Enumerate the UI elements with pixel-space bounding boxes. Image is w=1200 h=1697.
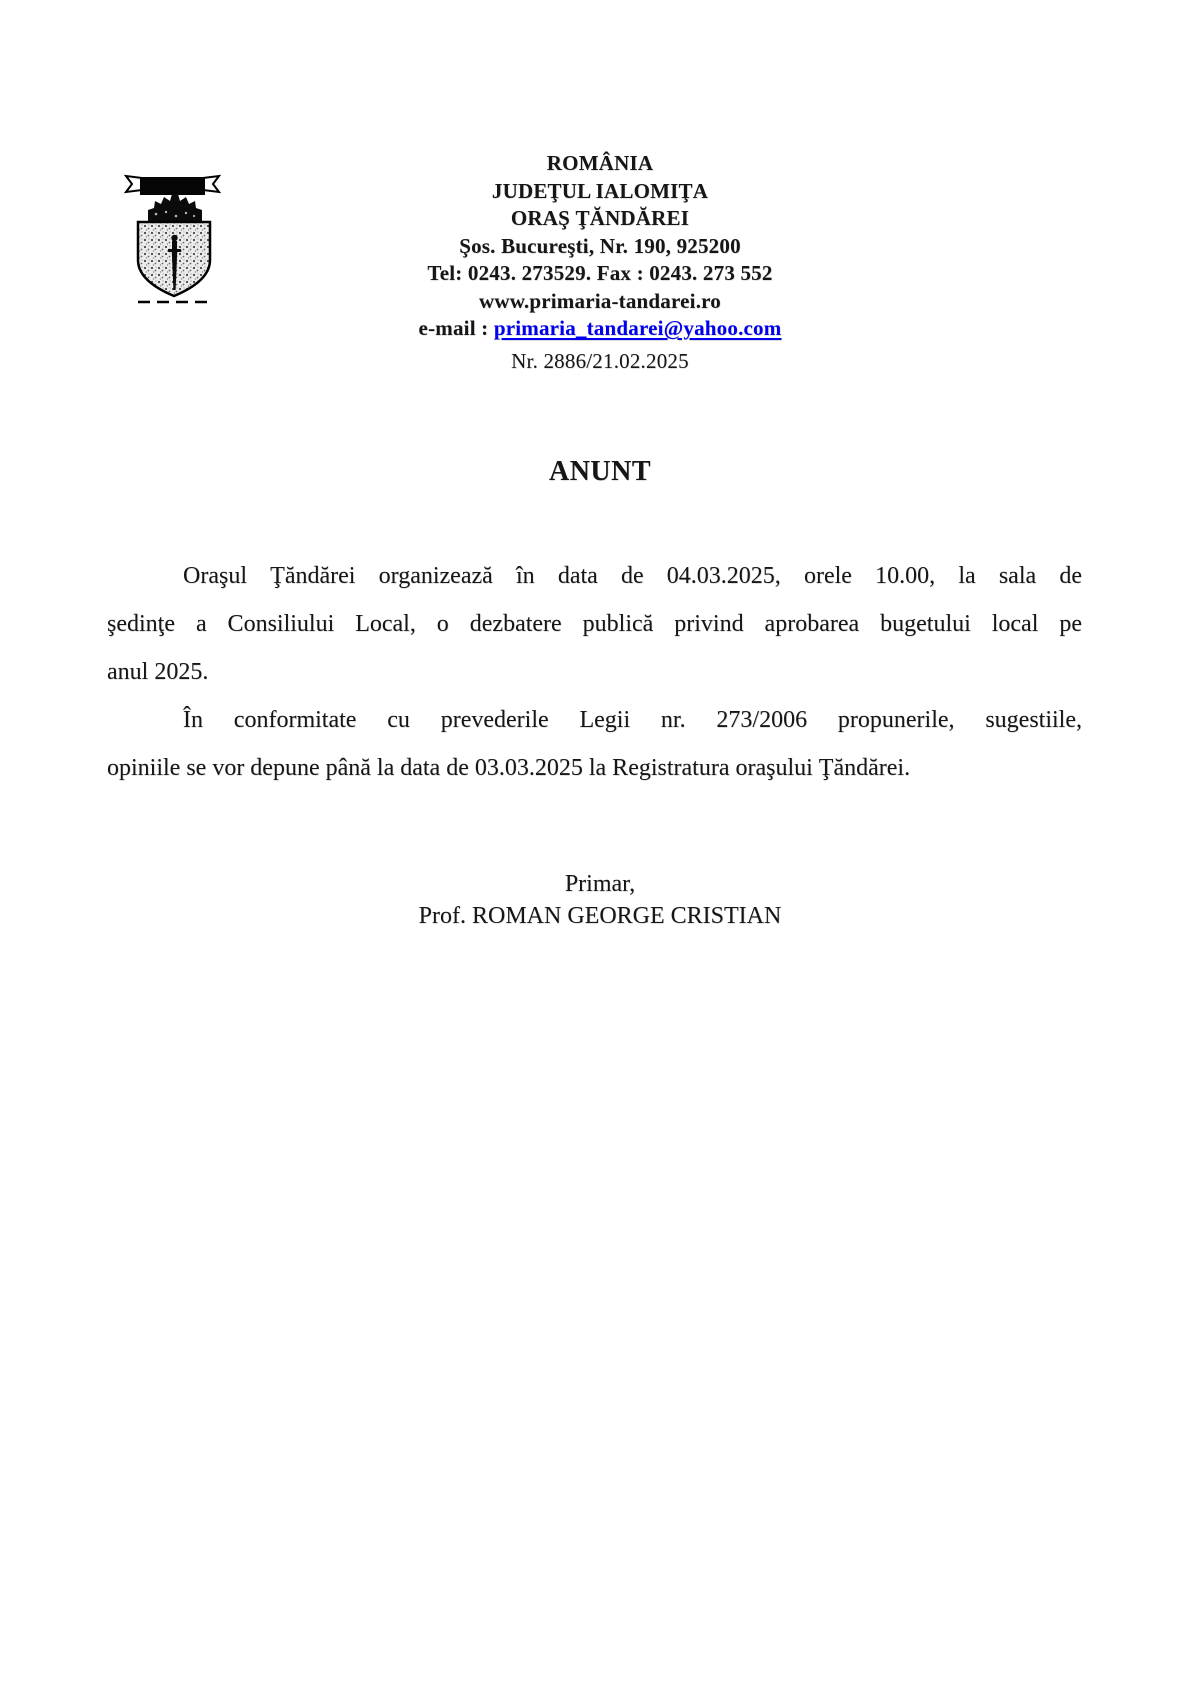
header-line-address: Şos. Bucureşti, Nr. 190, 925200 — [459, 233, 741, 258]
paragraph1-line2: şedinţe a Consiliului Local, o dezbatere publică privind aprobarea bugetului local pe — [107, 611, 1082, 637]
header-line-country: ROMÂNIA — [546, 151, 654, 175]
email-label: e-mail : — [418, 316, 494, 340]
header-line-website: www.primaria-tandarei.ro — [478, 288, 721, 313]
paragraph2-line1: În conformitate cu prevederile Legii nr. 273/2006 propunerile, sugestiile, — [183, 707, 1082, 733]
email-link[interactable]: primaria_tandarei@yahoo.com — [493, 316, 782, 340]
registration-number: Nr. 2886/21.02.2025 — [511, 348, 689, 373]
header-line-county: JUDEŢUL IALOMIŢA — [491, 178, 709, 203]
signature-block — [0, 868, 1200, 932]
header-line-city: ORAŞ ŢĂNDĂREI — [510, 206, 690, 230]
announcement-body — [107, 552, 1082, 792]
signature-name: Prof. ROMAN GEORGE CRISTIAN — [418, 903, 782, 929]
header-line-email — [0, 315, 1200, 343]
paragraph1-line3: anul 2025. — [107, 659, 209, 685]
signature-role: Primar, — [564, 871, 636, 897]
document-title: ANUNT — [548, 456, 652, 487]
paragraph2-line2: opiniile se vor depune până la data de 03.03.2025 la Registratura oraşului Ţăndărei. — [107, 755, 911, 781]
header-line-phone-fax: Tel: 0243. 273529. Fax : 0243. 273 552 — [427, 261, 773, 285]
paragraph1-line1: Oraşul Ţăndărei organizează în data de 04.03.2025, orele 10.00, la sala de — [183, 563, 1082, 589]
letterhead — [0, 150, 1200, 375]
